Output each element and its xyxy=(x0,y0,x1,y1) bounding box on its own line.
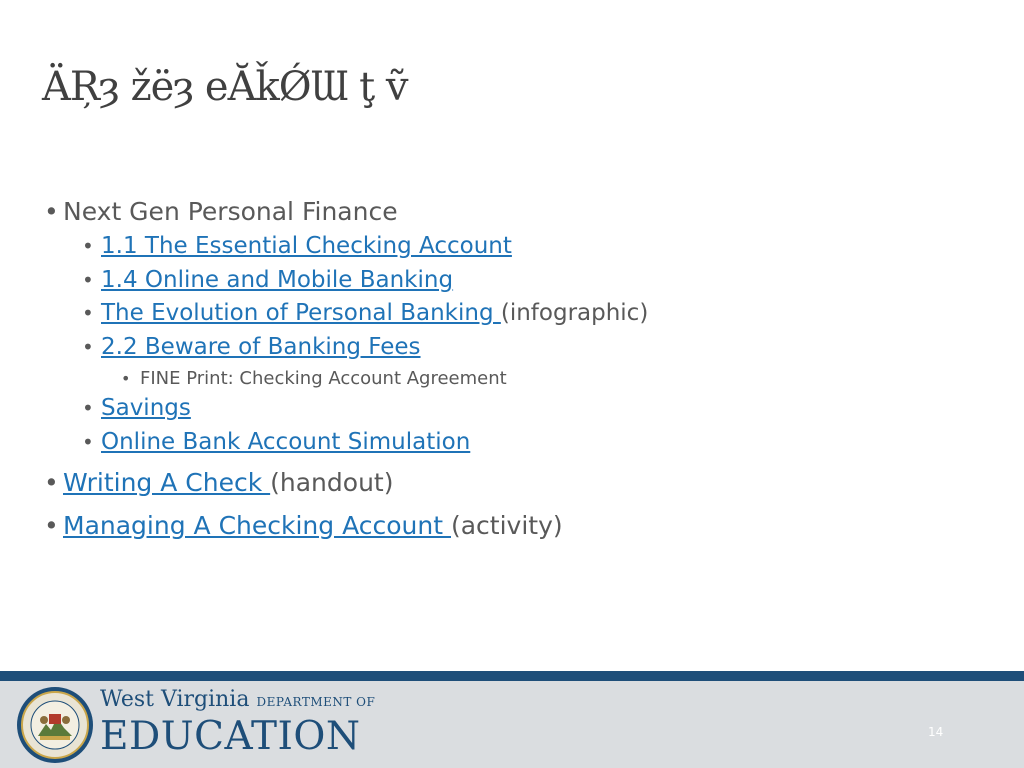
bullet-next-gen xyxy=(44,194,944,230)
link-writing-check[interactable]: Writing A Check xyxy=(63,467,271,497)
bullet-dot: • xyxy=(82,396,94,420)
bullet-dot: • xyxy=(82,429,94,454)
page-number: 14 xyxy=(928,725,944,739)
bullet-dot: • xyxy=(44,467,59,497)
bullet-dot: • xyxy=(121,369,131,388)
org-line1 xyxy=(100,687,375,715)
org-logo-text xyxy=(100,687,375,759)
bullet-list xyxy=(44,194,944,551)
bullet-dot: • xyxy=(44,197,59,226)
slide-title: ÄŖȝ žëȝ eĂǩǾƜ ţ ṽ xyxy=(42,64,408,110)
bullet-dot: • xyxy=(44,510,59,540)
org-state: West Virginia xyxy=(100,687,250,712)
link-savings[interactable]: Savings xyxy=(101,395,191,421)
footer xyxy=(0,681,1024,768)
bullet-text: Next Gen Personal Finance xyxy=(63,197,398,226)
link-banking-fees[interactable]: 2.2 Beware of Banking Fees xyxy=(101,333,421,360)
bullet-savings xyxy=(44,392,944,426)
bullet-dot: • xyxy=(82,234,94,258)
bullet-online-mobile xyxy=(44,264,944,298)
bullet-note: (infographic) xyxy=(500,300,649,326)
bullet-evolution-banking xyxy=(44,297,944,331)
link-managing-checking[interactable]: Managing A Checking Account xyxy=(63,510,451,540)
state-seal-icon xyxy=(16,686,94,764)
bullet-managing-checking xyxy=(44,508,944,551)
bullet-note: (handout) xyxy=(270,467,394,497)
bullet-dot: • xyxy=(82,267,94,292)
bullet-essential-checking xyxy=(44,230,944,264)
bullet-fine-print xyxy=(44,364,944,392)
link-essential-checking[interactable]: 1.1 The Essential Checking Account xyxy=(101,233,512,259)
bullet-text: FINE Print: Checking Account Agreement xyxy=(140,368,507,389)
link-bank-simulation[interactable]: Online Bank Account Simulation xyxy=(101,428,471,455)
org-line2: EDUCATION xyxy=(100,714,361,759)
footer-accent-bar xyxy=(0,671,1024,681)
org-dept: DEPARTMENT OF xyxy=(256,695,376,709)
bullet-dot: • xyxy=(82,301,94,325)
bullet-banking-fees xyxy=(44,331,944,365)
link-evolution-banking[interactable]: The Evolution of Personal Banking xyxy=(101,300,501,326)
bullet-writing-check xyxy=(44,465,944,508)
bullet-bank-simulation xyxy=(44,426,944,465)
bullet-note: (activity) xyxy=(450,510,563,540)
link-online-mobile[interactable]: 1.4 Online and Mobile Banking xyxy=(101,266,454,293)
bullet-dot: • xyxy=(82,334,94,359)
